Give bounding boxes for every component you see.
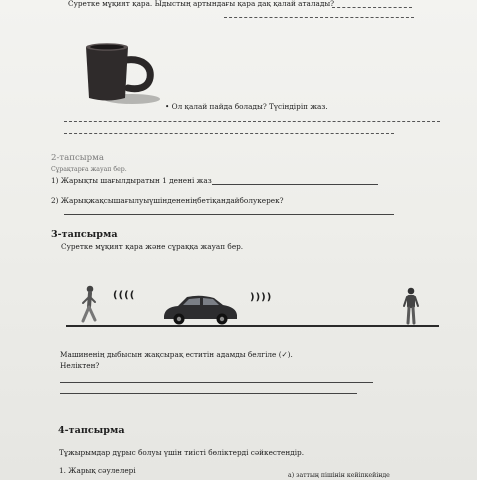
standing-person-right-icon — [401, 287, 421, 327]
mug-with-shadow-icon — [80, 40, 170, 110]
sound-waves-left: (((( — [113, 290, 136, 301]
task-4-instruction: Тұжырымдар дұрыс болуы үшін тиісті бөліктерді сәйкестендір. — [59, 448, 305, 457]
walking-person-left-icon — [78, 285, 102, 325]
answer-line-1a[interactable] — [332, 7, 412, 8]
task-2-question-1: 1) Жарықты шағылдыратын 1 денені жаз — [51, 176, 212, 185]
answer-line-2a[interactable] — [212, 184, 378, 185]
task-3-title: 3-тапсырма — [51, 229, 118, 240]
task-3-question: Машиненің дыбысын жақсырақ еститін адамды белгіле (✓). — [60, 350, 293, 359]
answer-line-3b[interactable] — [60, 393, 357, 394]
task-line-1: Суретке мұқият қара. Ыдыстың артындағы қара дақ қалай аталады? — [68, 0, 335, 8]
task-4-title: 4-тапсырма — [58, 425, 125, 436]
task-2-title: 2-тапсырма — [51, 153, 104, 163]
answer-line-1c[interactable] — [64, 121, 440, 122]
task-2-question-2: 2) Жарықжақсышағылуыүшіндененіңбетіқандайболукерек? — [51, 196, 284, 205]
task-2-subtitle: Сұрақтарға жауап бер. — [51, 166, 127, 173]
answer-line-1d[interactable] — [64, 133, 394, 134]
task-3-instruction: Суретке мұқият қара және сұраққа жауап бер. — [61, 242, 244, 251]
answer-line-3a[interactable] — [60, 382, 373, 383]
sound-waves-right: )))) — [250, 292, 273, 303]
task-3-why: Неліктен? — [60, 361, 100, 370]
answer-line-2b[interactable] — [64, 214, 394, 215]
question-1: • Ол қалай пайда болады? Түсіндіріп жаз. — [165, 102, 328, 111]
answer-line-1b[interactable] — [224, 17, 414, 18]
task-4-item-a: а) заттың пішінін кейіпкейінде — [288, 472, 390, 479]
task-4-item-1: 1. Жарық сәулелері — [59, 466, 136, 475]
car-icon — [160, 292, 240, 326]
road-line — [66, 325, 439, 327]
